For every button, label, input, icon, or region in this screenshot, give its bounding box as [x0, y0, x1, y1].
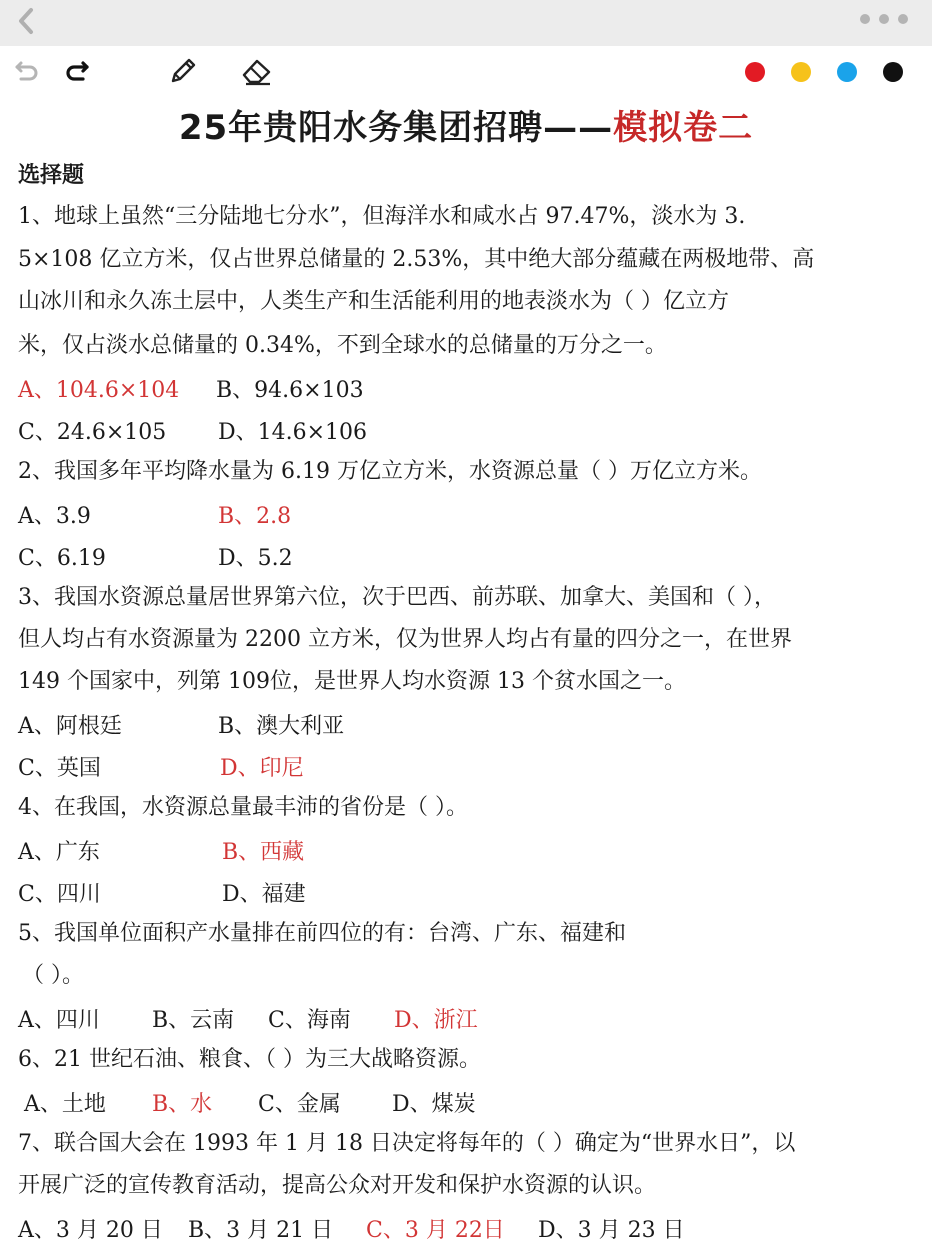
more-dots-icon[interactable] [860, 14, 908, 28]
q2-option-a[interactable]: A、3.9 [18, 504, 91, 529]
color-yellow-swatch[interactable] [791, 62, 811, 82]
q1-line-1: 1、地球上虽然“三分陆地七分水”，但海洋水和咸水占 97.47%，淡水为 3. [18, 204, 746, 229]
q1-line-3: 山冰川和永久冻土层中，人类生产和生活能利用的地表淡水为（ ）亿立方 [18, 289, 729, 314]
color-black-swatch[interactable] [883, 62, 903, 82]
q4-line-1: 4、在我国，水资源总量最丰沛的省份是（ ）。 [18, 795, 468, 820]
q3-line-1: 3、我国水资源总量居世界第六位，次于巴西、前苏联、加拿大、美国和（ ）， [18, 585, 776, 610]
q3-option-b[interactable]: B、澳大利亚 [218, 714, 345, 739]
q5-line-1: 5、我国单位面积产水量排在前四位的有：台湾、广东、福建和 [18, 921, 626, 946]
q7-option-d[interactable]: D、3 月 23 日 [538, 1218, 685, 1243]
title-main: 25年贵阳水务集团招聘—— [178, 108, 614, 148]
section-heading: 选择题 [18, 163, 85, 188]
q3-option-a[interactable]: A、阿根廷 [18, 714, 122, 739]
q7-line-2: 开展广泛的宣传教育活动，提高公众对开发和保护水资源的认识。 [18, 1173, 657, 1198]
q5-option-a[interactable]: A、四川 [18, 1008, 100, 1033]
q1-line-2: 5×108 亿立方米，仅占世界总储量的 2.53%，其中绝大部分蕴藏在两极地带、高 [18, 247, 815, 272]
q6-option-d[interactable]: D、煤炭 [392, 1092, 476, 1117]
undo-icon[interactable] [10, 54, 44, 88]
q1-option-c[interactable]: C、24.6×105 [18, 420, 167, 445]
q5-option-d[interactable]: D、浙江 [394, 1008, 478, 1033]
q3-line-3: 149 个国家中，列第 109位，是世界人均水资源 13 个贫水国之一。 [18, 669, 686, 694]
q1-option-b[interactable]: B、94.6×103 [216, 378, 364, 403]
q7-option-a[interactable]: A、3 月 20 日 [18, 1218, 163, 1243]
q7-option-b[interactable]: B、3 月 21 日 [188, 1218, 334, 1243]
title-accent: 模拟卷二 [613, 108, 754, 148]
q4-option-a[interactable]: A、广东 [18, 840, 100, 865]
q3-option-d[interactable]: D、印尼 [220, 756, 304, 781]
q6-option-c[interactable]: C、金属 [258, 1092, 341, 1117]
q2-option-c[interactable]: C、6.19 [18, 546, 106, 571]
q7-line-1: 7、联合国大会在 1993 年 1 月 18 日决定将每年的（ ）确定为“世界水日”，以 [18, 1131, 796, 1156]
q3-line-2: 但人均占有水资源量为 2200 立方米，仅为世界人均占有量的四分之一，在世界 [18, 627, 792, 652]
q7-option-c[interactable]: C、3 月 22日 [366, 1218, 505, 1243]
color-red-swatch[interactable] [745, 62, 765, 82]
q5-line-2: （ ）。 [22, 963, 84, 988]
redo-icon[interactable] [60, 54, 94, 88]
q2-option-d[interactable]: D、5.2 [218, 546, 293, 571]
page-title [0, 104, 932, 152]
q5-option-c[interactable]: C、海南 [268, 1008, 351, 1033]
q6-line-1: 6、21 世纪石油、粮食、（ ）为三大战略资源。 [18, 1047, 481, 1072]
q1-option-a[interactable]: A、104.6×104 [18, 378, 180, 403]
q5-option-b[interactable]: B、云南 [152, 1008, 235, 1033]
q4-option-d[interactable]: D、福建 [222, 882, 306, 907]
q2-line-1: 2、我国多年平均降水量为 6.19 万亿立方米，水资源总量（ ）万亿立方米。 [18, 459, 762, 484]
q4-option-b[interactable]: B、西藏 [222, 840, 305, 865]
top-nav-bar [0, 0, 932, 46]
q2-option-b[interactable]: B、2.8 [218, 504, 292, 529]
q4-option-c[interactable]: C、四川 [18, 882, 101, 907]
q1-option-d[interactable]: D、14.6×106 [218, 420, 368, 445]
back-chevron-icon[interactable] [12, 6, 42, 36]
q1-line-4: 米，仅占淡水总储量的 0.34%，不到全球水的总储量的万分之一。 [18, 333, 667, 358]
pencil-icon[interactable] [166, 54, 200, 88]
q3-option-c[interactable]: C、英国 [18, 756, 101, 781]
color-blue-swatch[interactable] [837, 62, 857, 82]
eraser-icon[interactable] [240, 54, 274, 88]
q6-option-b[interactable]: B、水 [152, 1092, 213, 1117]
q6-option-a[interactable]: A、土地 [24, 1092, 106, 1117]
